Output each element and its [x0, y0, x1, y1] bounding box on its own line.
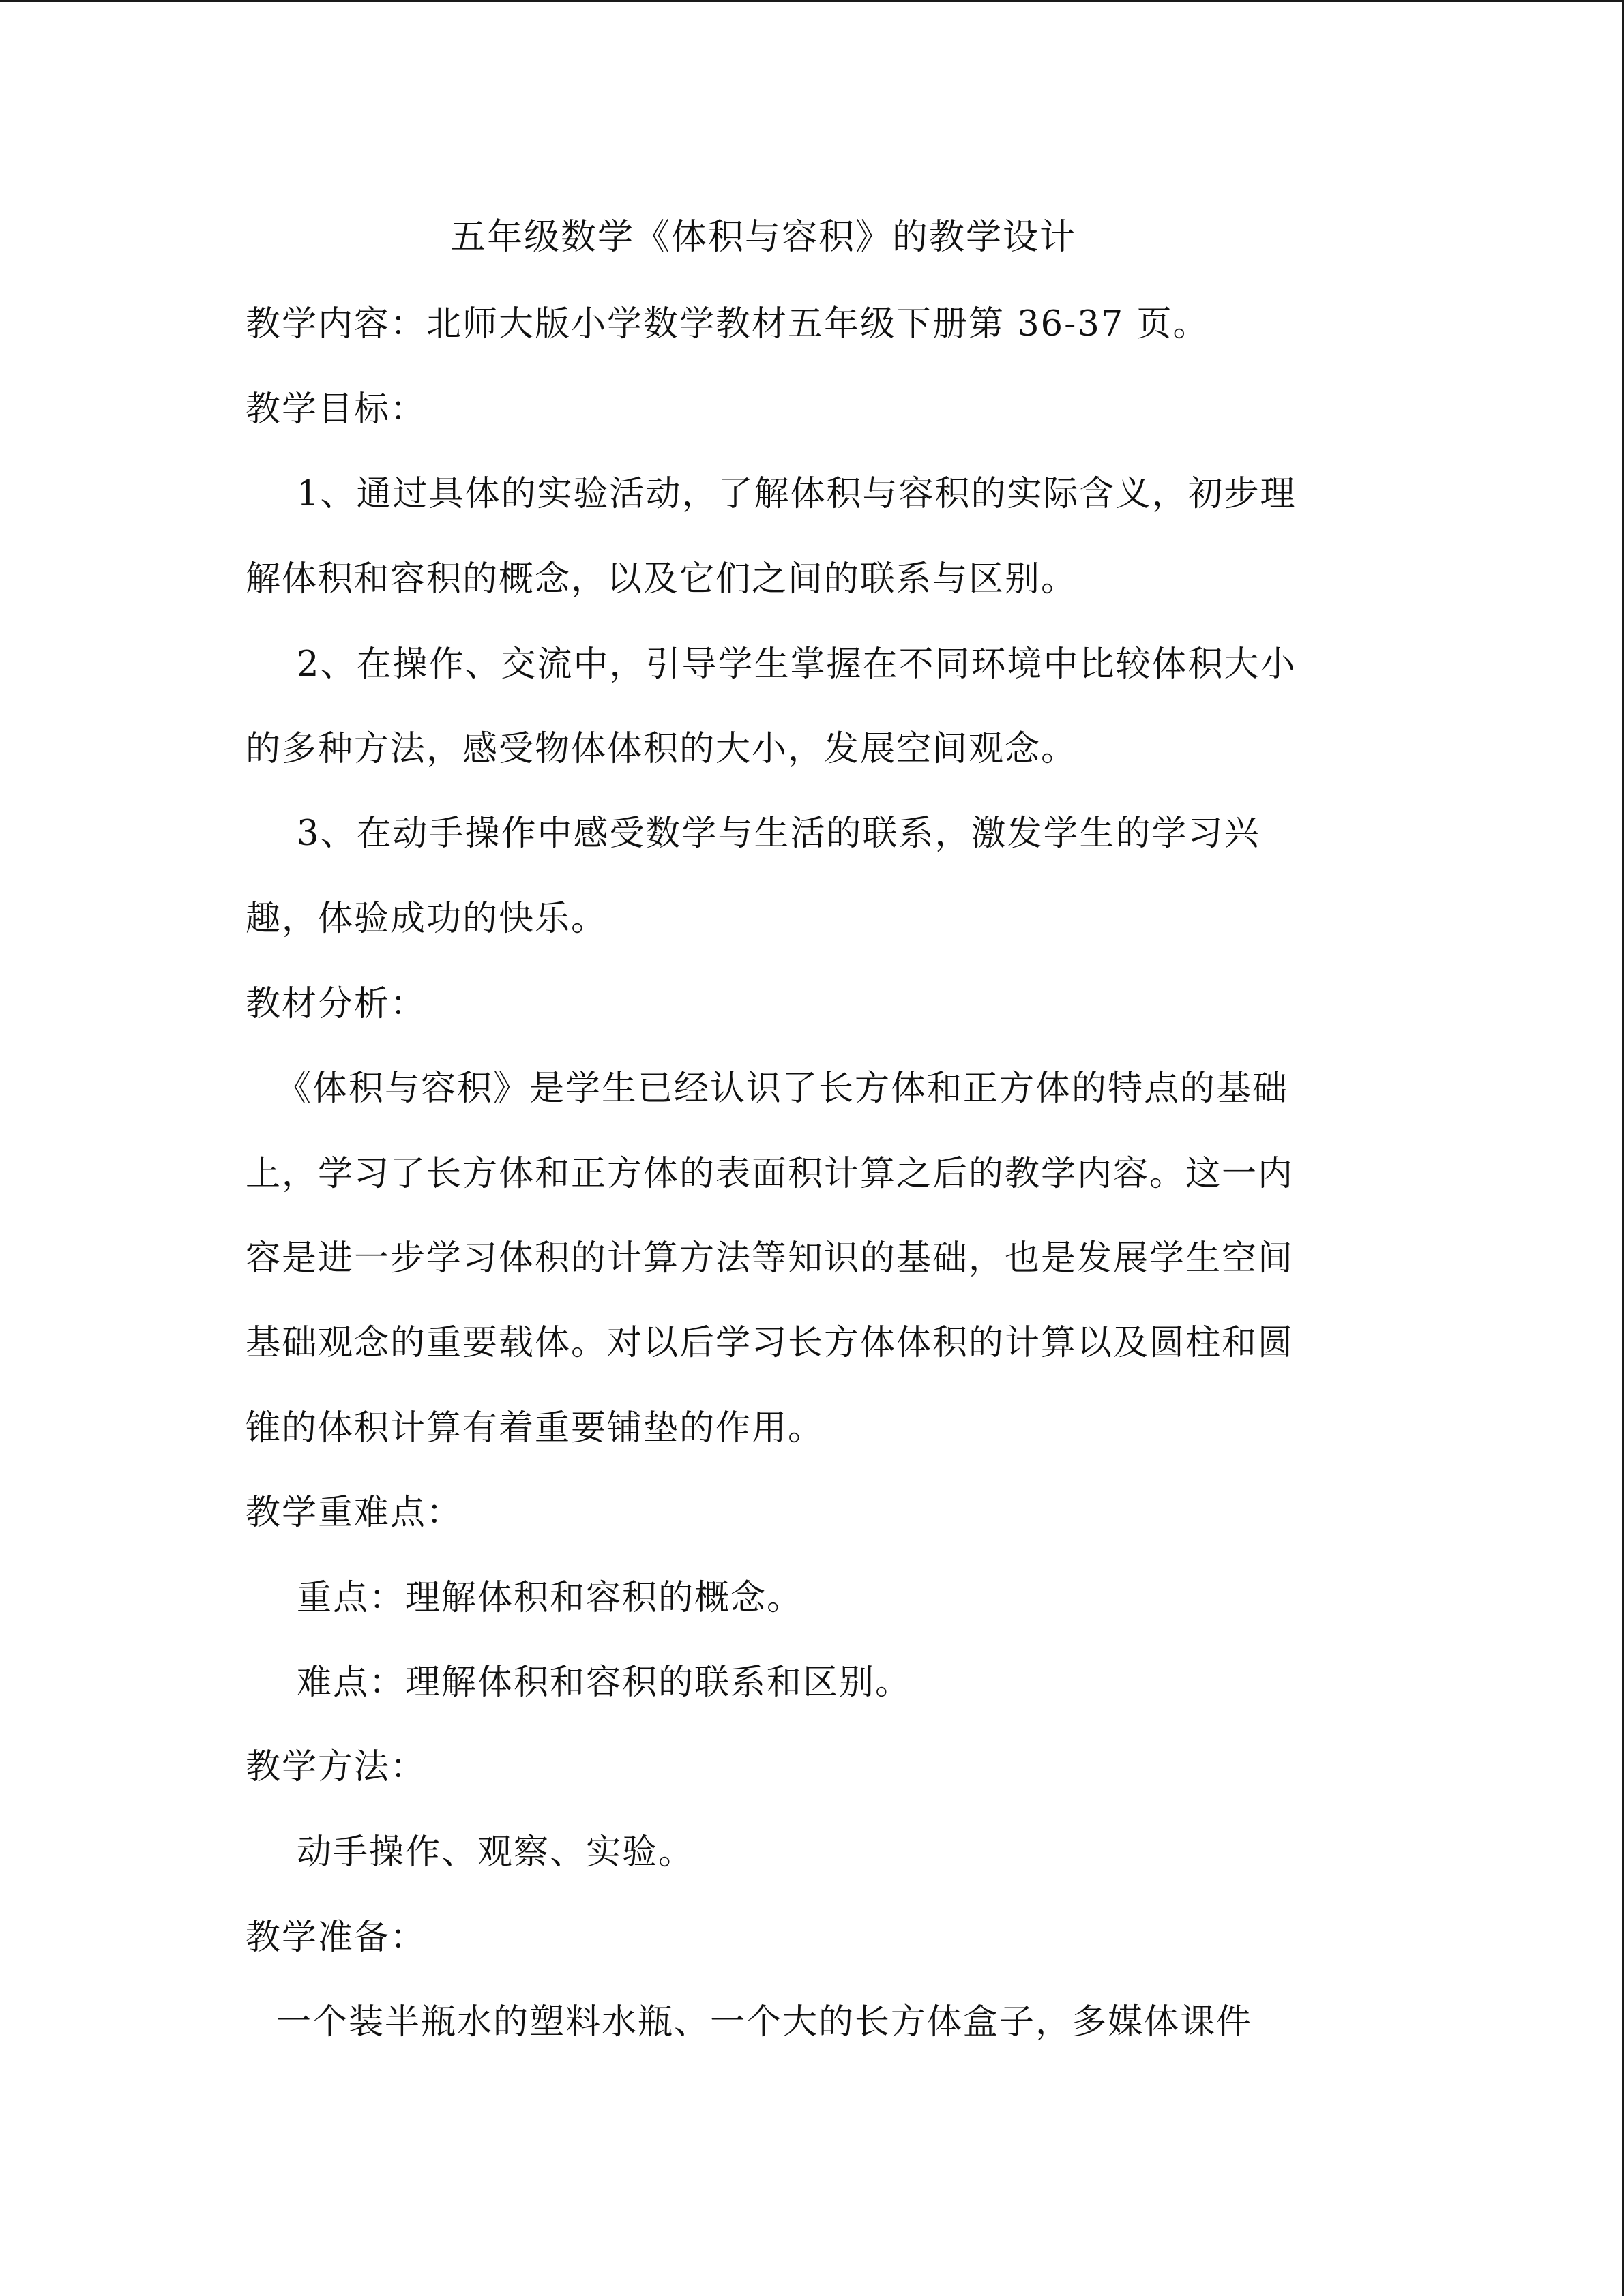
analysis-line-5: 锥的体积计算有着重要铺垫的作用。: [246, 1408, 825, 1448]
preparation-text: 一个装半瓶水的塑料水瓶、一个大的长方体盒子，多媒体课件: [276, 2002, 1253, 2042]
objective-1-line-2: 解体积和容积的概念，以及它们之间的联系与区别。: [246, 559, 1078, 599]
objective-1-line-1: 1、通过具体的实验活动，了解体积与容积的实际含义，初步理: [297, 474, 1297, 514]
analysis-line-3: 容是进一步学习体积的计算方法等知识的基础，也是发展学生空间: [246, 1238, 1295, 1279]
methods-text: 动手操作、观察、实验。: [297, 1832, 695, 1873]
objectives-heading: 教学目标：: [246, 389, 427, 430]
analysis-line-1: 《体积与容积》是学生已经认识了长方体和正方体的特点的基础: [276, 1069, 1289, 1109]
analysis-line-2: 上，学习了长方体和正方体的表面积计算之后的教学内容。这一内: [246, 1154, 1295, 1194]
analysis-heading: 教材分析：: [246, 984, 427, 1024]
objective-2-line-1: 2、在操作、交流中，引导学生掌握在不同环境中比较体积大小: [297, 644, 1297, 685]
page-top-border: [0, 0, 1624, 2]
objective-3-line-1: 3、在动手操作中感受数学与生活的联系，激发学生的学习兴: [297, 814, 1260, 854]
document-title: 五年级数学《体积与容积》的教学设计: [450, 217, 1077, 258]
objective-2-line-2: 的多种方法，感受物体体积的大小，发展空间观念。: [246, 729, 1078, 769]
key-points-heading: 教学重难点：: [246, 1493, 463, 1533]
preparation-heading: 教学准备：: [246, 1918, 427, 1958]
key-point-text: 重点：理解体积和容积的概念。: [297, 1578, 803, 1618]
analysis-line-4: 基础观念的重要载体。对以后学习长方体体积的计算以及圆柱和圆: [246, 1323, 1295, 1363]
content-line: 教学内容：北师大版小学数学教材五年级下册第 36-37 页。: [246, 304, 1209, 344]
methods-heading: 教学方法：: [246, 1747, 427, 1787]
difficulty-text: 难点：理解体积和容积的联系和区别。: [297, 1663, 912, 1703]
objective-3-line-2: 趣，体验成功的快乐。: [246, 899, 608, 939]
